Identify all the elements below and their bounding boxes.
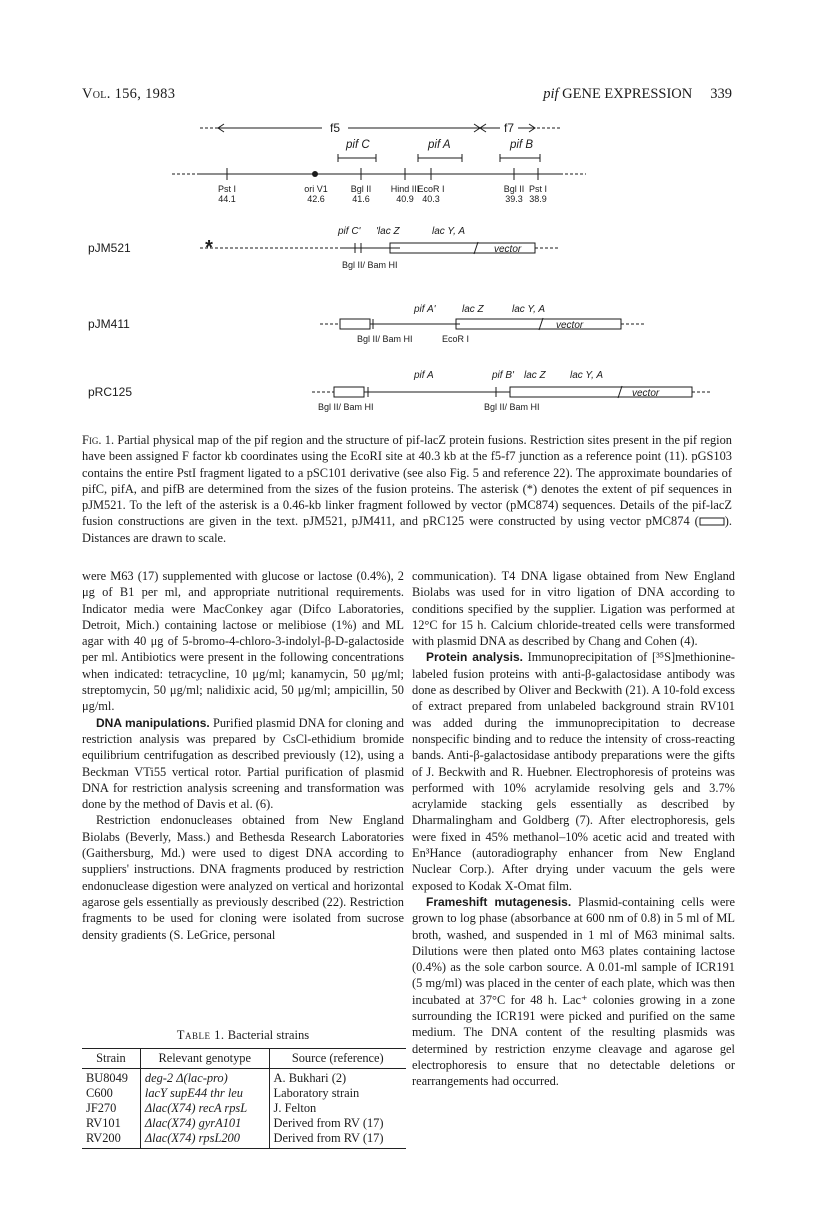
- left-column: [82, 568, 404, 943]
- f7-label: f7: [503, 121, 515, 135]
- gene-pifa: pif A: [428, 139, 451, 151]
- svg-text:Pst I: Pst I: [217, 184, 237, 194]
- junction-label: EcoR I: [442, 334, 470, 344]
- caption-label: Fig. 1.: [82, 433, 115, 447]
- site-labels: [218, 184, 547, 204]
- svg-text:Pst I: Pst I: [528, 184, 548, 194]
- vector-label: vector: [494, 244, 522, 255]
- label-lacya: lac Y, A: [512, 304, 545, 315]
- paragraph: Restriction endonucleases obtained from New England Biolabs (Beverly, Mass.) and Bethesda Research Laboratories (Gaithersburg, Md.) were used to digest DNA according to suppliers' instructions. DNA fragments produced by restriction endonuclease digestion were analyzed on vertical and horizontal agarose gels essentially as previously described (22). Restriction fragments to be used for cloning were isolated from sucrose density gradients (S. LeGrice, personal: [82, 813, 404, 942]
- junction-label: Bgl II/ Bam HI: [318, 402, 374, 412]
- journal-volume: Vol. 156, 1983: [82, 86, 176, 102]
- asterisk-marker: *: [205, 237, 213, 259]
- svg-text:38.9: 38.9: [529, 194, 547, 204]
- table-row: JF270 Δlac(X74) recA rpsL J. Felton: [82, 1101, 406, 1116]
- table-row: RV101 Δlac(X74) gyrA101 Derived from RV (17): [82, 1116, 406, 1131]
- page-number: 339: [710, 86, 732, 102]
- bacterial-strains-table: [82, 1048, 406, 1149]
- construct-prc125: pRC125: [88, 385, 133, 399]
- gene-pifb: pif B: [510, 139, 534, 151]
- label-lacya: lac Y, A: [570, 370, 603, 381]
- svg-text:39.3: 39.3: [505, 194, 523, 204]
- table-row: BU8049 deg-2 Δ(lac-pro) A. Bukhari (2): [82, 1069, 406, 1087]
- label-pifa: pif A: [414, 370, 434, 381]
- svg-text:Bgl II: Bgl II: [350, 184, 372, 194]
- vector-box-symbol: [699, 517, 725, 526]
- junction-label: Bgl II/ Bam HI: [342, 260, 398, 270]
- table-header: Relevant genotype: [140, 1049, 269, 1069]
- svg-text:41.6: 41.6: [352, 194, 370, 204]
- svg-text:ori V1: ori V1: [304, 184, 328, 194]
- svg-text:42.6: 42.6: [307, 194, 325, 204]
- vector-label: vector: [632, 388, 660, 399]
- label-pifb-prime: pif B': [492, 370, 514, 381]
- construct-pjm521: pJM521: [88, 241, 131, 255]
- ori-marker: [312, 171, 318, 177]
- label-lacz: lac Z: [462, 304, 484, 315]
- label-lacz: lac Z: [524, 370, 546, 381]
- figure-caption: Fig. 1. Partial physical map of the pif region and the structure of pif-lacZ protein fusions. Restriction sites present in the pif region have been assigned F factor kb coordinates using the EcoRI site at 40.3 kb at the f5-f7 junction as a reference point (11). pGS103 contains the entire PstI fragment ligated to a pSC101 derivative (see also Fig. 5 and reference 22). The approximate boundaries of pifC, pifA, and pifB are determined from the sizes of the fusion proteins. The asterisk (*) denotes the extent of pif sequences in pJM521. To the left of the asterisk is a 0.46-kb linker fragment followed by vector (pMC874) sequences. Details of the pif-lacZ fusion constructions are given in the text. pJM521, pJM411, and pRC125 were constructed by using vector pMC874 ( ). Distances are drawn to scale.: [82, 433, 732, 545]
- section-heading: Frameshift mutagenesis.: [426, 894, 572, 909]
- junction-label: Bgl II/ Bam HI: [484, 402, 540, 412]
- running-head: [82, 86, 732, 108]
- table-row: RV200 Δlac(X74) rpsL200 Derived from RV (17): [82, 1131, 406, 1149]
- svg-text:44.1: 44.1: [218, 194, 236, 204]
- running-title: pif GENE EXPRESSION 339: [543, 86, 732, 102]
- svg-text:EcoR I: EcoR I: [417, 184, 445, 194]
- label-lacya: lac Y, A: [432, 226, 465, 237]
- table-header: Source (reference): [269, 1049, 406, 1069]
- paragraph: were M63 (17) supplemented with glucose or lactose (0.4%), 2 μg of B1 per ml, and appropriate nutritional requirements. Indicator media were MacConkey agar (Difco Laboratories, Detroit, Mich.) containing lactose or melibiose (1%) and ML agar with 40 μg of 5-bromo-4-chloro-3-indolyl-β-D-galactoside per ml. Antibiotics were present in the following concentrations when indicated: tetracycline, 10 μg/ml; kanamycin, 50 μg/ml; streptomycin, 50 μg/ml; nalidixic acid, 50 μg/ml; ampicillin, 50 μg/ml.: [82, 569, 404, 714]
- svg-text:Bgl II: Bgl II: [503, 184, 525, 194]
- label-pifc-prime: pif C': [338, 226, 361, 237]
- svg-text:40.9: 40.9: [396, 194, 414, 204]
- label-lacz: 'lac Z: [376, 226, 400, 237]
- figure-1-map: [0, 110, 816, 430]
- section-heading: Protein analysis.: [426, 650, 523, 665]
- section-heading: DNA manipulations.: [96, 715, 210, 730]
- paragraph: Frameshift mutagenesis. Plasmid-containing cells were grown to log phase (absorbance at 600 nm of 0.8) in 5 ml of ML broth, washed, and suspended in 1 ml of M63 minimal salts. Dilutions were then plated onto M63 plates containing lactose (0.4%) as the sole carbon source. A 0.01-ml sample of ICR191 (5 mg/ml) was placed in the center of each plate, which was then incubated at 37°C for 48 h. Lac⁺ colonies growing in a zone surrounding the ICR191 were picked and purified on the same medium. The DNA content of the resulting plasmids was determined by restriction enzyme cleavage and agarose gel electrophoresis to ensure that no detectable deletions or rearrangements had occurred.: [412, 894, 735, 1089]
- construct-pjm411: pJM411: [88, 317, 130, 331]
- paragraph: Protein analysis. Immunoprecipitation of [³⁵S]methionine-labeled fusion proteins with anti-β-galactosidase antibody was done as described by Oliver and Beckwith (21). A 10-fold excess of extract prepared from unlabeled background strain RV101 was added during the immunoprecipitation to decrease nonspecific binding and to reduce the intensity of cross-reacting bands. Anti-β-galactosidase antibody preparations were the gifts of J. Beckwith and R. Huebner. Electrophoresis of proteins was performed with 10% acrylamide resolving gels and 3.7% acrylamide stacking gels essentially as described by Dharmalingham and Goldberg (7). After electrophoresis, gels were fixed in 45% methanol–10% acetic acid and treated with En³Hance (autoradiography enhancer from New England Nuclear Corp.). After drying under vacuum the gels were exposed to Kodak X-Omat film.: [412, 650, 735, 893]
- gene-pifc: pif C: [346, 139, 370, 151]
- table-header: Strain: [82, 1049, 140, 1069]
- paragraph: DNA manipulations. Purified plasmid DNA for cloning and restriction analysis was prepared by CsCl-ethidium bromide equilibrium centrifugation as described previously (12), using a Beckman VTi55 vertical rotor. Partial purification of plasmid DNA for restriction analysis screening and transformation was done by the method of Davis et al. (6).: [82, 715, 405, 812]
- vector-label: vector: [556, 320, 584, 331]
- table-title: Table 1. Bacterial strains: [176, 1028, 310, 1042]
- right-column: [412, 568, 735, 1090]
- svg-text:40.3: 40.3: [422, 194, 440, 204]
- junction-label: Bgl II/ Bam HI: [357, 334, 413, 344]
- paragraph: communication). T4 DNA ligase obtained from New England Biolabs was used for in vitro ligation of DNA according to conditions specified by the supplier. Ligation was performed at 12°C for 15 h. Calcium chloride-treated cells were transformed with plasmid DNA as described by Chang and Cohen (4).: [412, 569, 735, 649]
- table-row: C600 lacY supE44 thr leu Laboratory strain: [82, 1086, 406, 1101]
- f5-label: f5: [329, 121, 341, 135]
- label-pifa-prime: pif A': [414, 304, 436, 315]
- svg-text:Hind III: Hind III: [390, 184, 420, 194]
